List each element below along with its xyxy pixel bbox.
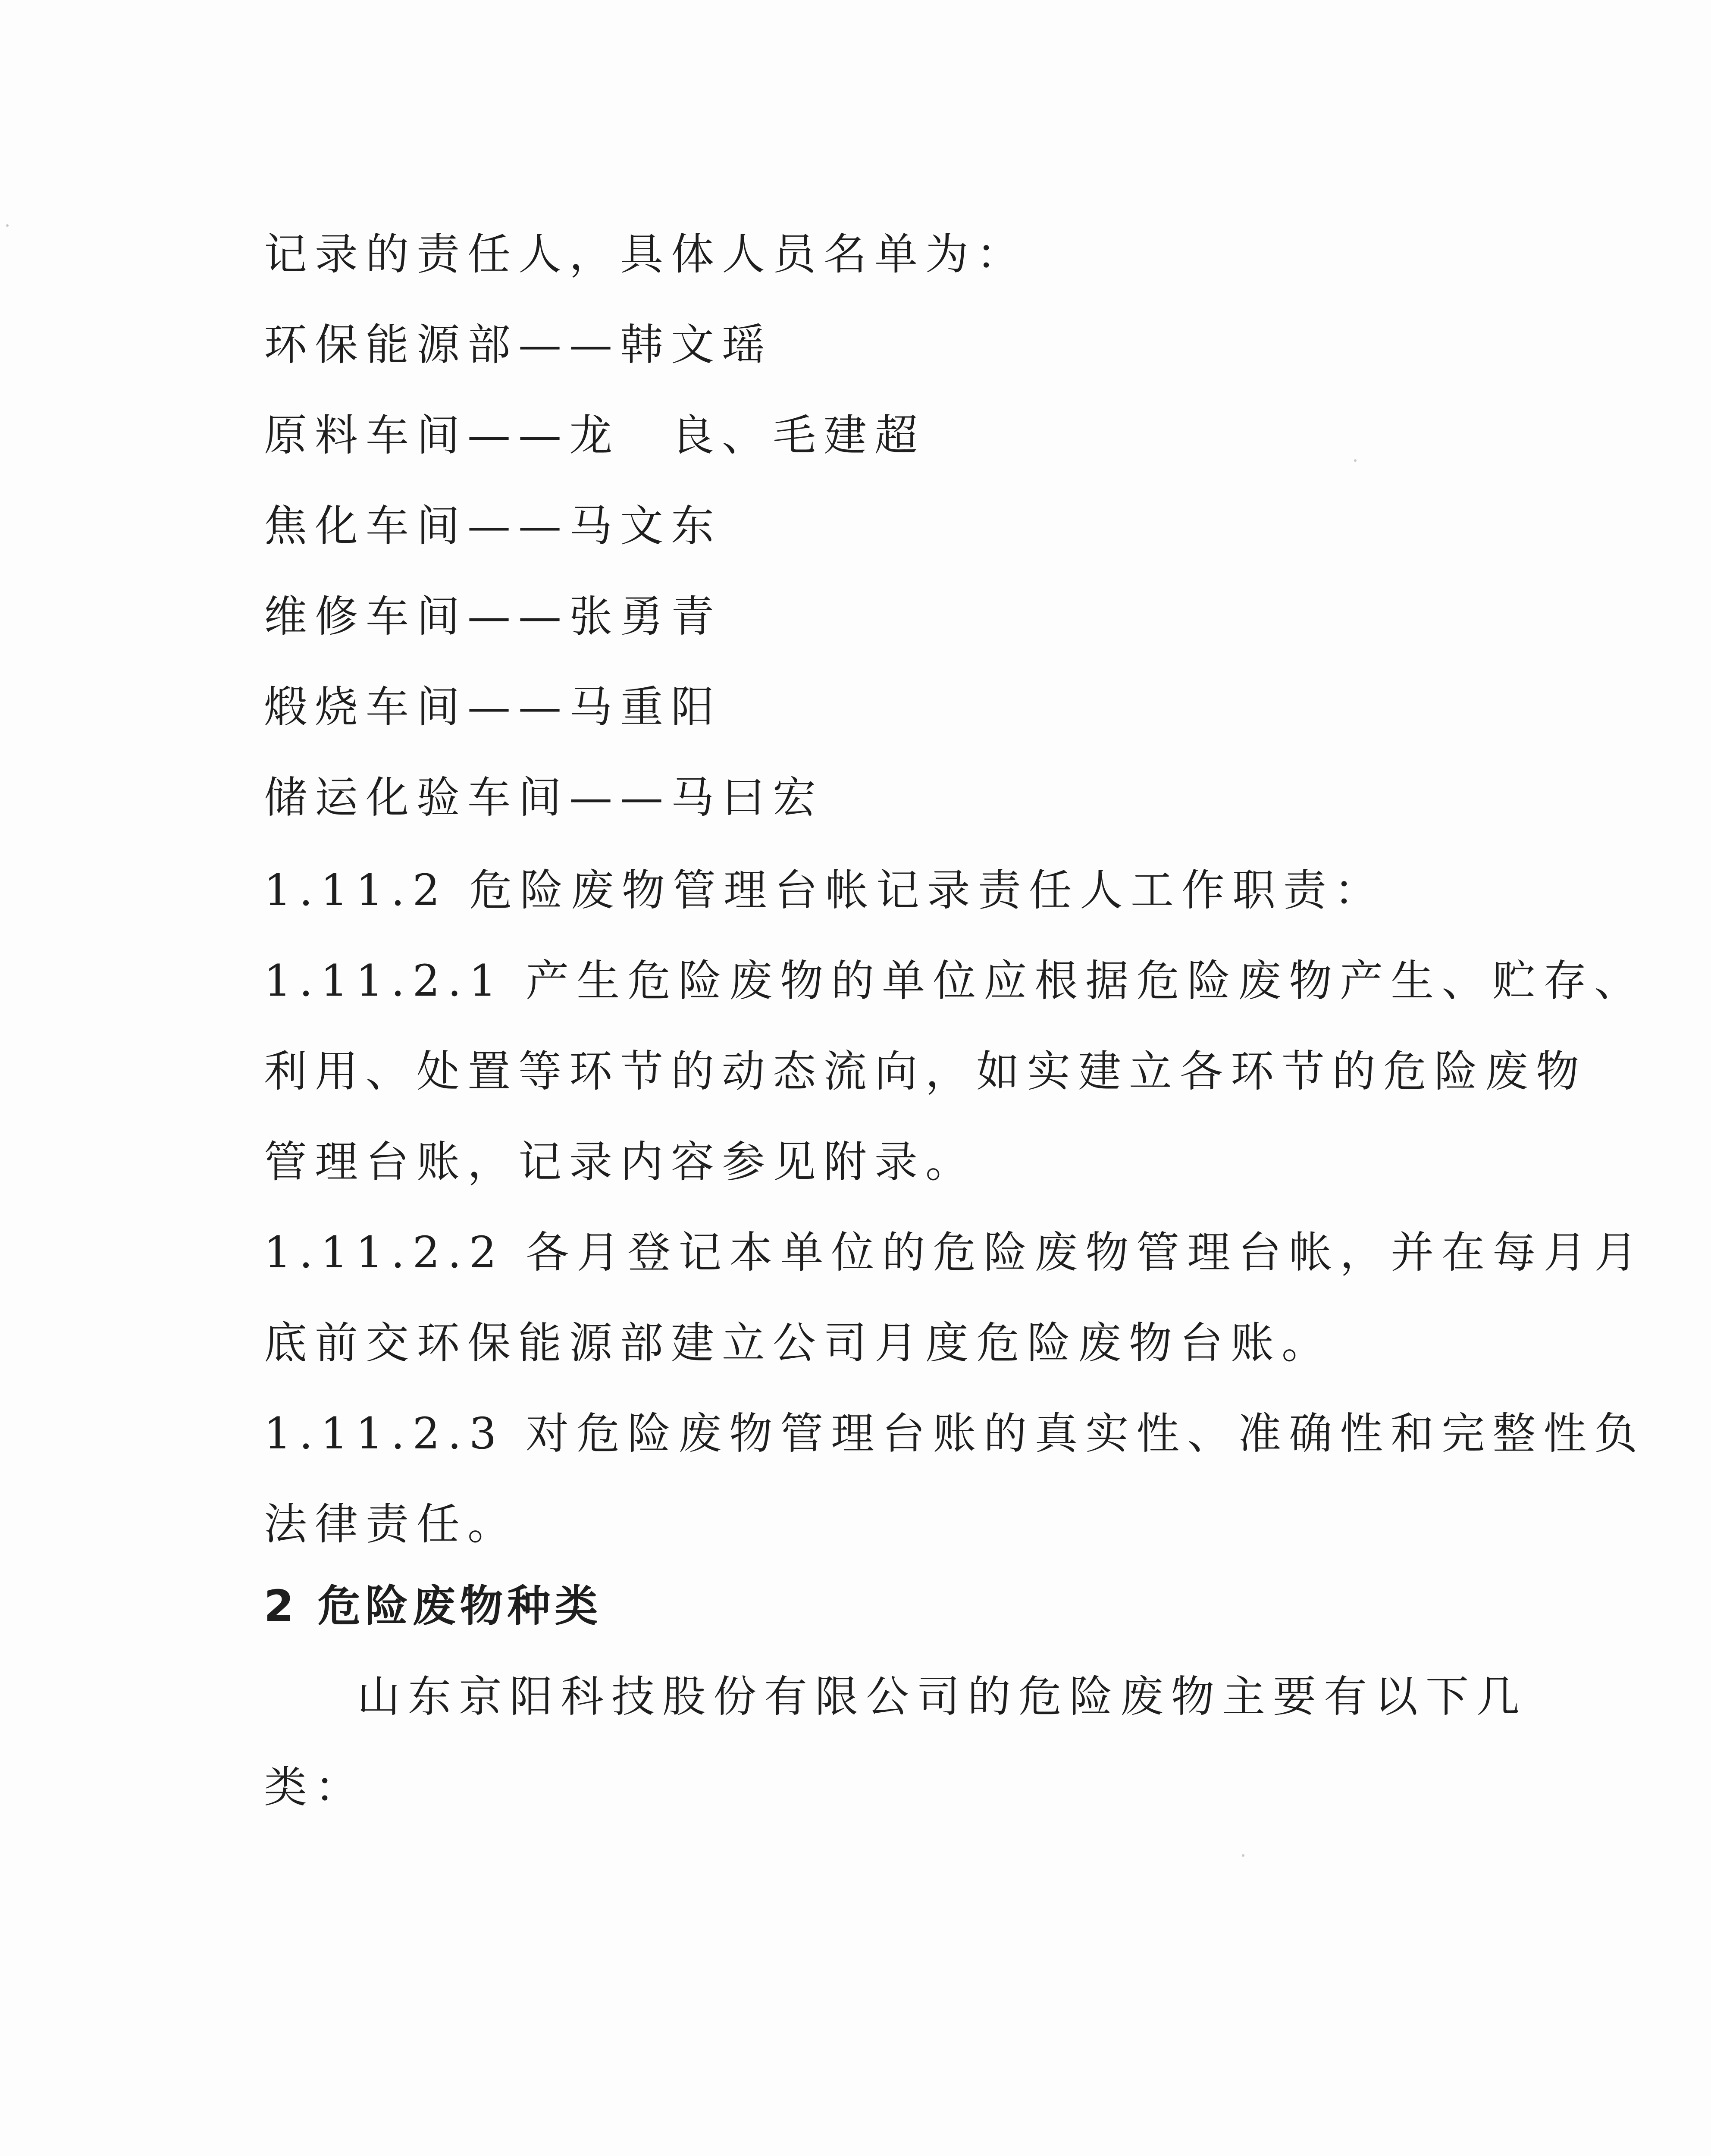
text-line: 1.11.2 危险废物管理台帐记录责任人工作职责： <box>264 865 1385 915</box>
text-line: 1.11.2.3 对危险废物管理台账的真实性、准确性和完整性负 <box>264 1408 1645 1459</box>
text-line: 法律责任。 <box>264 1499 518 1549</box>
text-line: 原料车间——龙 良、毛建超 <box>264 410 925 461</box>
text-line: 利用、处置等环节的动态流向，如实建立各环节的危险废物 <box>264 1046 1587 1097</box>
text-line: 1.11.2.2 各月登记本单位的危险废物管理台帐，并在每月月 <box>264 1227 1645 1278</box>
body-paragraph-line: 山东京阳科技股份有限公司的危险废物主要有以下几 <box>357 1671 1527 1722</box>
section-heading: 2 危险废物种类 <box>264 1581 602 1631</box>
scan-speck <box>6 224 9 227</box>
body-paragraph-line: 类： <box>264 1762 366 1812</box>
text-line: 1.11.2.1 产生危险废物的单位应根据危险废物产生、贮存、 <box>264 956 1645 1006</box>
text-line: 记录的责任人，具体人员名单为： <box>264 229 1027 279</box>
text-line: 维修车间——张勇青 <box>264 591 722 642</box>
text-line: 焦化车间——马文东 <box>264 501 722 551</box>
scan-speck <box>1354 459 1357 462</box>
scan-speck <box>1242 1854 1244 1857</box>
text-line: 管理台账，记录内容参见附录。 <box>264 1137 976 1187</box>
text-line: 底前交环保能源部建立公司月度危险废物台账。 <box>264 1318 1332 1368</box>
text-line: 煅烧车间——马重阳 <box>264 682 722 732</box>
text-line: 环保能源部——韩文瑶 <box>264 320 773 370</box>
text-line: 储运化验车间——马曰宏 <box>264 772 824 823</box>
